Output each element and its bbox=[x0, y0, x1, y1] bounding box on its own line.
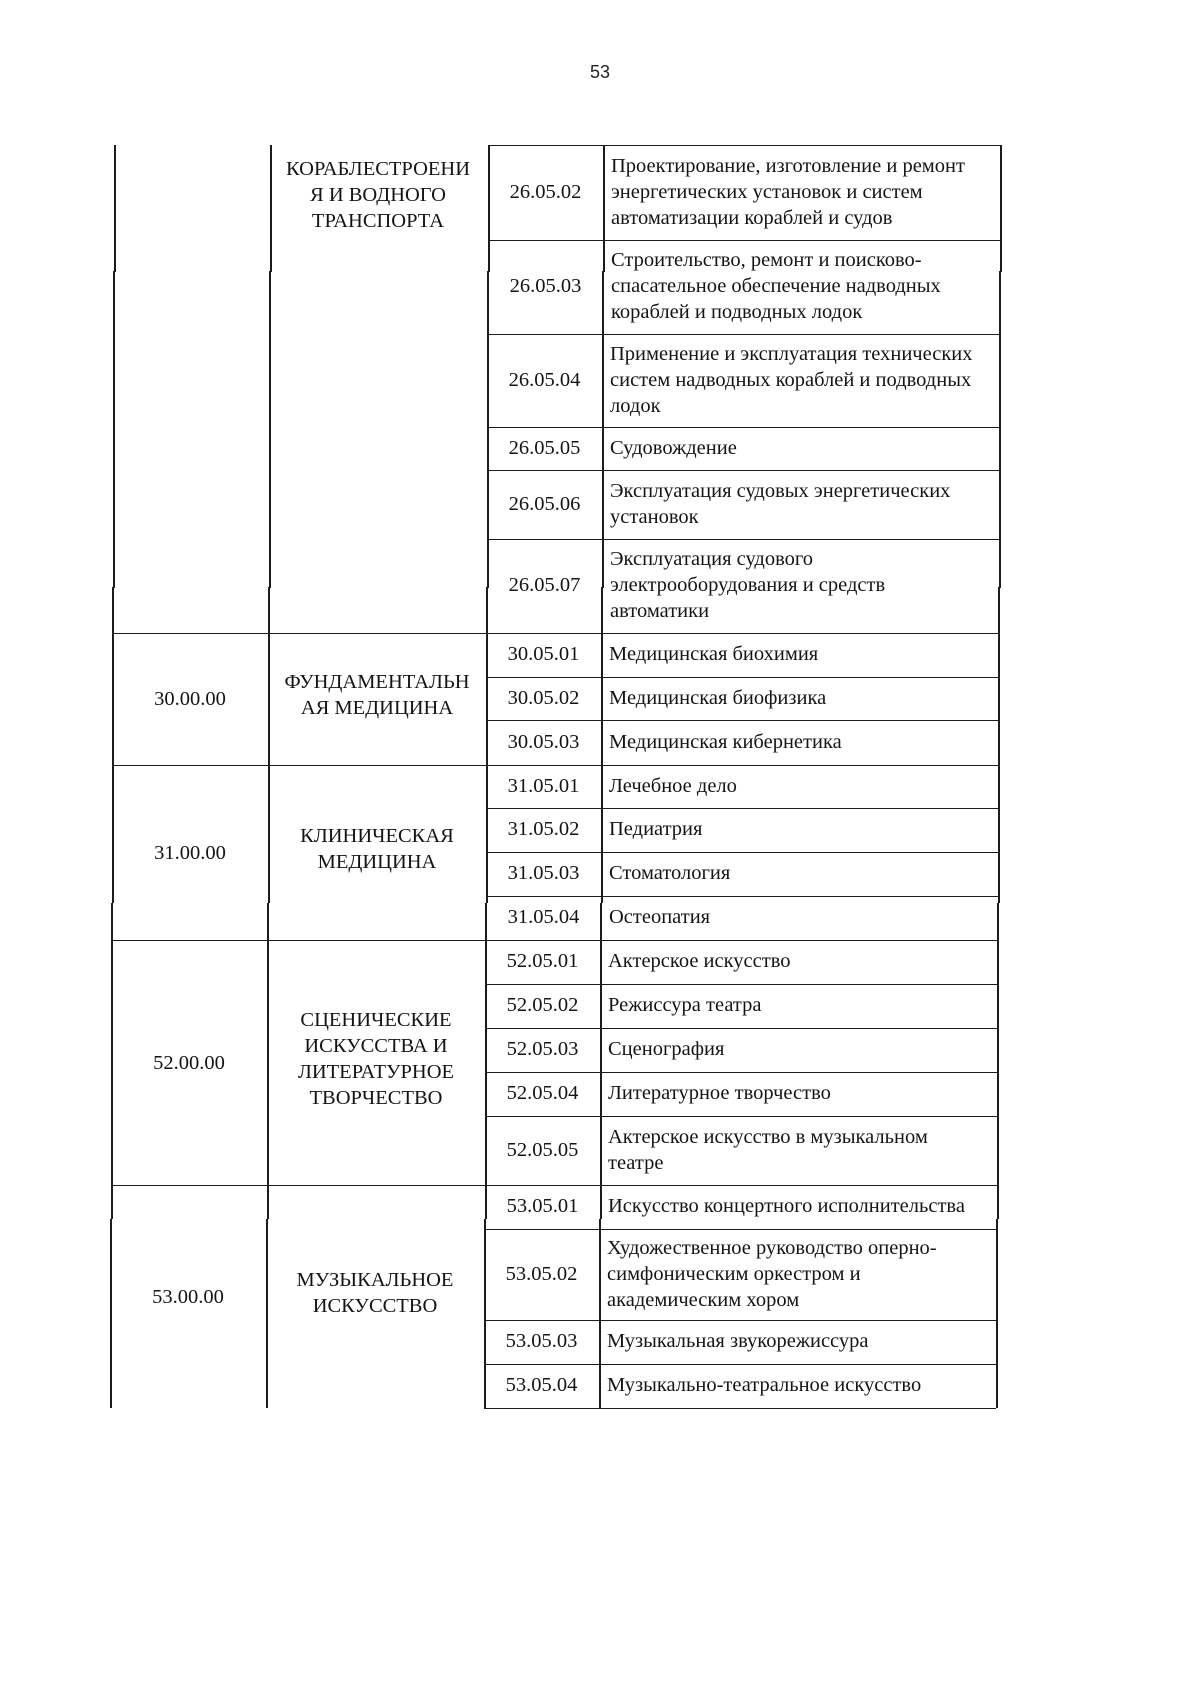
group-divider bbox=[111, 1185, 485, 1186]
right-rule bbox=[998, 650, 1000, 714]
group-name-rule bbox=[269, 271, 271, 335]
row-divider bbox=[486, 633, 998, 634]
specialty-code: 52.05.03 bbox=[506, 1038, 579, 1060]
name-rule bbox=[602, 461, 604, 525]
specialty-name-line: Актерское искусство в музыкальном bbox=[608, 1125, 928, 1148]
right-rule bbox=[1000, 208, 1002, 272]
group-name-line: ТРАНСПОРТА bbox=[311, 210, 445, 232]
specialty-name-line: Эксплуатация судовых энергетических bbox=[610, 479, 951, 502]
group-name-rule bbox=[270, 208, 272, 272]
name-rule bbox=[600, 903, 602, 967]
code-rule bbox=[484, 1282, 486, 1346]
code-rule bbox=[484, 1345, 486, 1409]
specialty-name-line: Педиатрия bbox=[609, 818, 703, 840]
right-rule bbox=[998, 587, 1000, 651]
specialty-code: 31.05.02 bbox=[507, 818, 580, 840]
code-rule bbox=[487, 461, 489, 525]
name-rule bbox=[600, 966, 602, 1030]
row-divider bbox=[485, 1229, 997, 1230]
row-divider bbox=[486, 720, 998, 721]
specialty-code: 26.05.06 bbox=[508, 492, 581, 515]
name-rule bbox=[601, 587, 603, 651]
name-rule bbox=[599, 1219, 601, 1283]
specialty-name-line: Режиссура театра bbox=[608, 994, 762, 1016]
left-rule bbox=[112, 713, 114, 777]
specialty-name-line: лодок bbox=[610, 394, 661, 417]
specialty-name-line: Строительство, ремонт и поисково- bbox=[611, 249, 922, 271]
code-rule bbox=[485, 903, 487, 967]
group-divider bbox=[112, 633, 486, 634]
code-rule bbox=[486, 840, 488, 904]
specialty-name-line: Применение и эксплуатация технических bbox=[610, 342, 973, 365]
specialty-name-line: Искусство концертного исполнительства bbox=[608, 1195, 965, 1217]
code-rule bbox=[485, 1155, 487, 1219]
group-name-rule bbox=[269, 334, 271, 398]
right-rule bbox=[997, 903, 999, 967]
row-divider bbox=[487, 427, 999, 428]
left-rule bbox=[113, 398, 115, 462]
row-divider bbox=[484, 1364, 996, 1365]
specialty-code: 52.05.01 bbox=[506, 950, 579, 972]
row-divider bbox=[485, 1072, 997, 1073]
name-rule bbox=[599, 1345, 601, 1409]
left-rule bbox=[112, 650, 114, 714]
specialty-code: 52.05.04 bbox=[506, 1082, 579, 1104]
code-rule bbox=[485, 1029, 487, 1093]
specialty-code: 52.05.05 bbox=[506, 1138, 579, 1161]
group-divider bbox=[112, 765, 486, 766]
specialty-name-line: театре bbox=[608, 1151, 664, 1174]
specialty-name-line: Проектирование, изготовление и ремонт bbox=[611, 154, 965, 177]
left-rule bbox=[111, 1092, 113, 1156]
row-divider bbox=[486, 677, 998, 678]
left-rule bbox=[112, 587, 114, 651]
specialty-code: 30.05.01 bbox=[507, 643, 580, 665]
group-name-line: ФУНДАМЕНТАЛЬН bbox=[284, 671, 470, 693]
row-divider bbox=[486, 808, 998, 809]
row-divider bbox=[486, 896, 998, 897]
right-rule bbox=[997, 1029, 999, 1093]
specialty-name-line: автоматики bbox=[610, 600, 710, 622]
specialty-name-line: симфоническим оркестром и bbox=[607, 1262, 861, 1285]
group-name-rule bbox=[266, 1219, 268, 1283]
specialty-code: 30.05.02 bbox=[507, 686, 580, 709]
right-rule bbox=[996, 1282, 998, 1346]
specialty-name-line: Остеопатия bbox=[609, 906, 711, 928]
code-rule bbox=[485, 1092, 487, 1156]
code-rule bbox=[486, 713, 488, 777]
right-rule bbox=[999, 524, 1001, 588]
row-divider bbox=[485, 984, 997, 985]
left-rule bbox=[110, 1345, 112, 1409]
row-divider bbox=[484, 1320, 996, 1321]
left-rule bbox=[111, 1155, 113, 1219]
group-name-rule bbox=[266, 1345, 268, 1409]
name-rule bbox=[603, 208, 605, 272]
specialty-name-line: Музыкально-театральное искусство bbox=[607, 1374, 922, 1396]
specialty-name-line: установок bbox=[610, 505, 699, 528]
left-rule bbox=[111, 966, 113, 1030]
row-divider bbox=[488, 145, 1000, 146]
right-rule bbox=[997, 966, 999, 1030]
row-divider bbox=[487, 334, 999, 335]
right-rule bbox=[1000, 145, 1002, 209]
group-name-rule bbox=[267, 903, 269, 967]
group-name-line: СЦЕНИЧЕСКИЕ bbox=[300, 1008, 452, 1031]
group-name-line: ИСКУССТВА И bbox=[304, 1034, 448, 1057]
group-name-rule bbox=[268, 650, 270, 714]
row-divider bbox=[484, 1408, 996, 1409]
row-divider bbox=[485, 1028, 997, 1029]
left-rule bbox=[111, 1029, 113, 1093]
specialty-name-line: Лечебное дело bbox=[609, 774, 737, 797]
right-rule bbox=[998, 713, 1000, 777]
group-name-line: Я И ВОДНОГО bbox=[310, 184, 446, 206]
specialty-code: 26.05.02 bbox=[509, 180, 582, 203]
specialty-code: 53.05.01 bbox=[506, 1195, 579, 1217]
left-rule bbox=[110, 1282, 112, 1346]
right-rule bbox=[996, 1345, 998, 1409]
right-rule bbox=[997, 1092, 999, 1156]
group-name-rule bbox=[269, 461, 271, 525]
name-rule bbox=[602, 271, 604, 335]
group-name-line: ТВОРЧЕСТВО bbox=[309, 1086, 443, 1109]
group-name-rule bbox=[268, 713, 270, 777]
specialty-code: 53.05.04 bbox=[505, 1374, 578, 1396]
specialty-name-line: электрооборудования и средств bbox=[610, 574, 886, 596]
right-rule bbox=[999, 271, 1001, 335]
row-divider bbox=[487, 470, 999, 471]
code-rule bbox=[486, 777, 488, 841]
group-name-line: АЯ МЕДИЦИНА bbox=[300, 697, 454, 719]
left-rule bbox=[112, 840, 114, 904]
name-rule bbox=[601, 777, 603, 841]
left-rule bbox=[114, 145, 116, 209]
name-rule bbox=[601, 840, 603, 904]
left-rule bbox=[113, 271, 115, 335]
right-rule bbox=[999, 461, 1001, 525]
code-rule bbox=[487, 334, 489, 398]
specialty-name-line: энергетических установок и систем bbox=[611, 180, 923, 203]
specialty-code: 26.05.07 bbox=[508, 574, 581, 596]
group-name-line: КОРАБЛЕСТРОЕНИ bbox=[285, 158, 471, 180]
group-code: 31.00.00 bbox=[154, 841, 226, 864]
name-rule bbox=[600, 1092, 602, 1156]
specialty-name-line: Музыкальная звукорежиссура bbox=[607, 1330, 869, 1352]
group-name-line: МУЗЫКАЛЬНОЕ bbox=[296, 1268, 454, 1291]
left-rule bbox=[111, 903, 113, 967]
left-rule bbox=[113, 334, 115, 398]
specialty-code: 31.05.04 bbox=[507, 906, 580, 928]
specialty-name-line: Литературное творчество bbox=[608, 1082, 831, 1104]
page-number: 53 bbox=[589, 62, 611, 82]
specialty-name-line: Медицинская кибернетика bbox=[609, 730, 842, 753]
specialty-code: 26.05.05 bbox=[508, 436, 581, 459]
name-rule bbox=[599, 1282, 601, 1346]
group-code: 30.00.00 bbox=[154, 688, 226, 710]
specialty-code: 30.05.03 bbox=[507, 730, 580, 753]
code-rule bbox=[487, 398, 489, 462]
row-divider bbox=[486, 852, 998, 853]
name-rule bbox=[602, 524, 604, 588]
group-code: 53.00.00 bbox=[152, 1285, 224, 1308]
specialty-name-line: кораблей и подводных лодок bbox=[611, 301, 863, 323]
left-rule bbox=[110, 1219, 112, 1283]
left-rule bbox=[113, 524, 115, 588]
name-rule bbox=[602, 398, 604, 462]
group-name-rule bbox=[269, 524, 271, 588]
specialty-code: 31.05.01 bbox=[507, 774, 580, 797]
left-rule bbox=[114, 208, 116, 272]
specialty-code: 52.05.02 bbox=[506, 994, 579, 1016]
row-divider bbox=[488, 240, 1000, 241]
name-rule bbox=[601, 713, 603, 777]
row-divider bbox=[487, 539, 999, 540]
group-divider bbox=[111, 940, 485, 941]
group-name-rule bbox=[267, 1029, 269, 1093]
row-divider bbox=[485, 940, 997, 941]
code-rule bbox=[488, 208, 490, 272]
specialty-name-line: Медицинская биофизика bbox=[609, 686, 827, 709]
code-rule bbox=[487, 271, 489, 335]
specialty-code: 53.05.02 bbox=[505, 1262, 578, 1285]
code-rule bbox=[487, 524, 489, 588]
code-rule bbox=[486, 587, 488, 651]
code-rule bbox=[486, 650, 488, 714]
specialty-name-line: Сценография bbox=[608, 1038, 725, 1060]
group-name-line: КЛИНИЧЕСКАЯ bbox=[300, 824, 454, 847]
group-name-rule bbox=[267, 1155, 269, 1219]
specialty-name-line: Эксплуатация судового bbox=[610, 548, 814, 570]
group-name-rule bbox=[268, 777, 270, 841]
group-name-rule bbox=[270, 145, 272, 209]
group-name-rule bbox=[269, 398, 271, 462]
specialty-name-line: академическим хором bbox=[607, 1288, 800, 1311]
name-rule bbox=[601, 650, 603, 714]
name-rule bbox=[600, 1155, 602, 1219]
right-rule bbox=[999, 398, 1001, 462]
group-code: 52.00.00 bbox=[153, 1051, 225, 1074]
left-rule bbox=[112, 777, 114, 841]
left-rule bbox=[113, 461, 115, 525]
group-name-line: ЛИТЕРАТУРНОЕ bbox=[297, 1060, 455, 1083]
specialty-code: 31.05.03 bbox=[507, 862, 580, 884]
right-rule bbox=[996, 1219, 998, 1283]
right-rule bbox=[998, 840, 1000, 904]
name-rule bbox=[600, 1029, 602, 1093]
specialty-name-line: Судовождение bbox=[610, 436, 737, 459]
group-name-line: ИСКУССТВО bbox=[312, 1294, 438, 1317]
right-rule bbox=[998, 777, 1000, 841]
group-name-rule bbox=[267, 1092, 269, 1156]
group-name-rule bbox=[266, 1282, 268, 1346]
specialty-name-line: автоматизации кораблей и судов bbox=[611, 206, 893, 229]
right-rule bbox=[999, 334, 1001, 398]
group-name-line: МЕДИЦИНА bbox=[317, 850, 437, 873]
specialty-name-line: Художественное руководство оперно- bbox=[607, 1236, 937, 1259]
specialty-code: 26.05.03 bbox=[509, 275, 582, 297]
group-name-rule bbox=[267, 966, 269, 1030]
specialty-name-line: Стоматология bbox=[609, 862, 731, 884]
specialty-code: 53.05.03 bbox=[505, 1330, 578, 1352]
row-divider bbox=[486, 765, 998, 766]
group-name-rule bbox=[268, 587, 270, 651]
right-rule bbox=[997, 1155, 999, 1219]
name-rule bbox=[603, 145, 605, 209]
specialty-name-line: Актерское искусство bbox=[608, 950, 791, 972]
code-rule bbox=[484, 1219, 486, 1283]
row-divider bbox=[485, 1116, 997, 1117]
specialty-name-line: спасательное обеспечение надводных bbox=[611, 275, 941, 297]
specialty-name-line: Медицинская биохимия bbox=[609, 643, 819, 665]
name-rule bbox=[602, 334, 604, 398]
row-divider bbox=[485, 1185, 997, 1186]
group-name-rule bbox=[268, 840, 270, 904]
specialty-code: 26.05.04 bbox=[508, 368, 581, 391]
code-rule bbox=[485, 966, 487, 1030]
specialty-name-line: систем надводных кораблей и подводных bbox=[610, 368, 972, 391]
code-rule bbox=[488, 145, 490, 209]
